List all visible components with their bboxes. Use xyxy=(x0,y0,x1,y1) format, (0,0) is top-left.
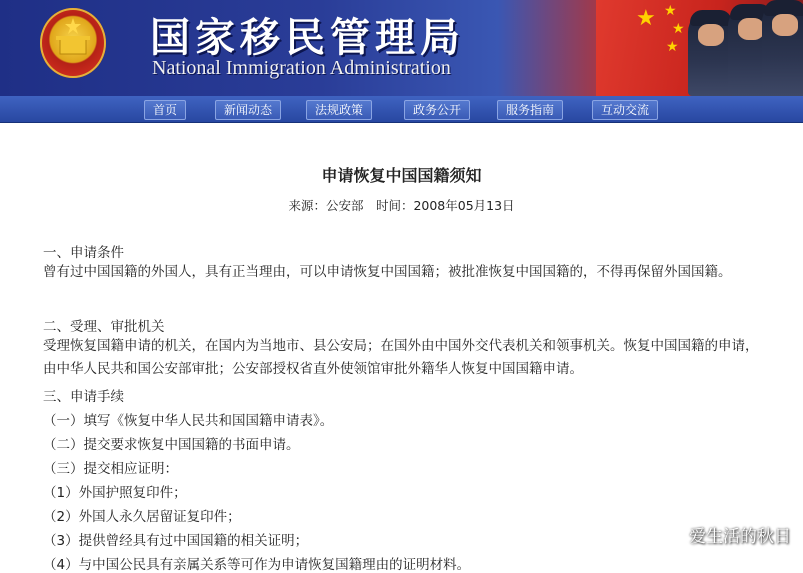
nav-item-regulations[interactable]: 法规政策 xyxy=(306,100,372,120)
list-item: （二）提交要求恢复中国国籍的书面申请。 xyxy=(43,437,300,453)
national-emblem-icon xyxy=(40,8,106,78)
list-item: （4）与中国公民具有亲属关系等可作为申请恢复国籍理由的证明材料。 xyxy=(43,557,471,573)
nav-item-affairs[interactable]: 政务公开 xyxy=(404,100,470,120)
flag-star-icon: ★ xyxy=(636,6,656,31)
section-paragraph-conditions: 曾有过中国国籍的外国人，具有正当理由，可以申请恢复中国国籍；被批准恢复中国国籍的，不得再保留外国国籍。 xyxy=(43,264,732,280)
list-item: （1）外国护照复印件； xyxy=(43,485,187,501)
nav-item-interaction[interactable]: 互动交流 xyxy=(592,100,658,120)
watermark-text: 爱生活的秋日 xyxy=(689,527,791,547)
section-heading-procedures: 三、申请手续 xyxy=(43,389,124,405)
flag-officers-image xyxy=(596,0,803,96)
officer-figure xyxy=(762,0,803,96)
list-item: （3）提供曾经具有过中国国籍的相关证明； xyxy=(43,533,309,549)
section-heading-authorities: 二、受理、审批机关 xyxy=(43,319,165,335)
article-title: 申请恢复中国国籍须知 xyxy=(321,166,482,185)
nav-item-service-guide[interactable]: 服务指南 xyxy=(497,100,563,120)
nav-item-home[interactable]: 首页 xyxy=(144,100,186,120)
flag-star-icon: ★ xyxy=(664,3,677,19)
section-paragraph-authorities: 受理恢复国籍申请的机关，在国内为当地市、县公安局；在国外由中国外交代表机关和领事机关。恢复中国国籍的申请，由中华人民共和国公安部审批；公安部授权省直外使领馆审批外籍华人恢复中国国籍申请。 xyxy=(43,338,759,377)
flag-star-icon: ★ xyxy=(666,39,679,55)
site-title-cn: 国家移民管理局 xyxy=(150,14,465,61)
site-title-en: National Immigration Administration xyxy=(152,57,451,79)
site-header-banner xyxy=(0,0,803,96)
list-item: （一）填写《恢复中华人民共和国国籍申请表》。 xyxy=(43,413,334,429)
list-item: （2）外国人永久居留证复印件； xyxy=(43,509,241,525)
nav-item-news[interactable]: 新闻动态 xyxy=(215,100,281,120)
article-content xyxy=(0,123,803,573)
main-nav xyxy=(0,96,803,123)
article-meta: 来源：公安部 时间：2008年05月13日 xyxy=(288,198,515,213)
list-item: （三）提交相应证明： xyxy=(43,461,178,477)
section-heading-conditions: 一、申请条件 xyxy=(43,245,124,261)
flag-star-icon: ★ xyxy=(672,21,685,37)
